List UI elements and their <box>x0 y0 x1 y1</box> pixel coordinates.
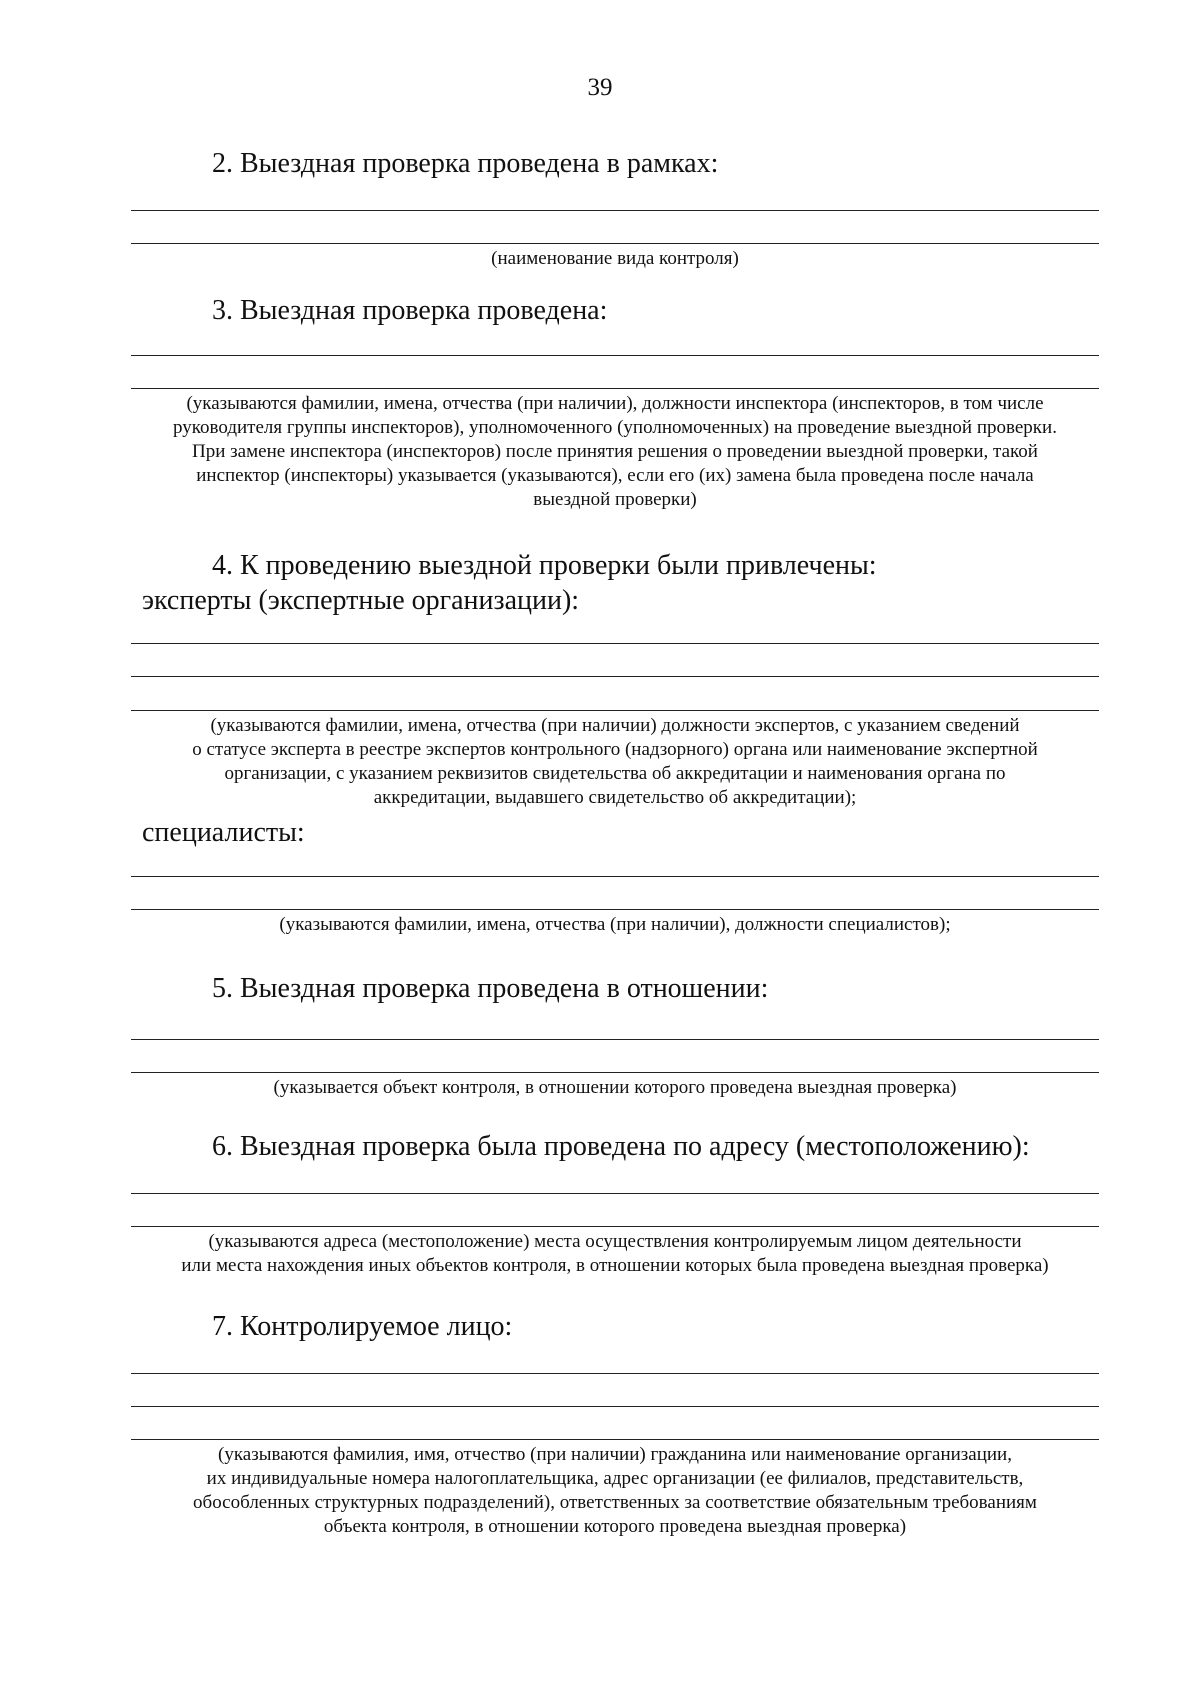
fill-line <box>131 643 1099 644</box>
section-2-heading: 2. Выездная проверка проведена в рамках: <box>212 148 719 179</box>
fill-line <box>131 1439 1099 1440</box>
section-3-heading: 3. Выездная проверка проведена: <box>212 295 608 326</box>
fill-line <box>131 1373 1099 1374</box>
section-5-note: (указывается объект контроля, в отношении которого проведена выездная проверка) <box>273 1077 957 1098</box>
section-7-heading: 7. Контролируемое лицо: <box>212 1311 513 1342</box>
note-line: (указываются адреса (местоположение) места осуществления контролируемым лицом деятельности <box>208 1231 1022 1252</box>
fill-line <box>131 676 1099 677</box>
experts-label: эксперты (экспертные организации): <box>142 585 580 616</box>
note-line: объекта контроля, в отношении которого проведена выездная проверка) <box>323 1516 907 1537</box>
section-5-heading: 5. Выездная проверка проведена в отношении: <box>212 973 769 1004</box>
note-line: их индивидуальные номера налогоплательщика, адрес организации (ее филиалов, представительств, <box>206 1468 1024 1489</box>
fill-line <box>131 1406 1099 1407</box>
note-line: (указываются фамилии, имена, отчества (при наличии) должности экспертов, с указанием сведений <box>210 715 1020 736</box>
note-line: или места нахождения иных объектов контроля, в отношении которых была проведена выездная проверка) <box>181 1255 1049 1276</box>
specialists-label: специалисты: <box>142 817 305 848</box>
page-number: 39 <box>587 74 613 101</box>
fill-line <box>131 710 1099 711</box>
note-line: При замене инспектора (инспекторов) после принятия решения о проведении выездной проверки, такой <box>192 441 1038 462</box>
section-2-note: (наименование вида контроля) <box>491 248 739 269</box>
section-6-note <box>131 1230 1099 1278</box>
section-7-note <box>131 1443 1099 1539</box>
fill-line <box>131 388 1099 389</box>
fill-line <box>131 1039 1099 1040</box>
note-line: организации, с указанием реквизитов свидетельства об аккредитации и наименования органа по <box>224 763 1006 784</box>
note-line: инспектор (инспекторы) указывается (указываются), если его (их) замена была проведена после начала <box>196 465 1034 486</box>
fill-line <box>131 1193 1099 1194</box>
note-line: о статусе эксперта в реестре экспертов контрольного (надзорного) органа или наименование экспертной <box>192 739 1038 760</box>
fill-line <box>131 210 1099 211</box>
specialists-note: (указываются фамилии, имена, отчества (при наличии), должности специалистов); <box>279 914 951 935</box>
experts-note <box>131 714 1099 810</box>
fill-line <box>131 876 1099 877</box>
note-line: аккредитации, выдавшего свидетельство об аккредитации); <box>373 787 857 808</box>
fill-line <box>131 909 1099 910</box>
fill-line <box>131 1226 1099 1227</box>
section-6-heading: 6. Выездная проверка была проведена по адресу (местоположению): <box>212 1131 1030 1162</box>
section-3-note <box>131 392 1099 512</box>
section-4-heading: 4. К проведению выездной проверки были привлечены: <box>212 550 877 581</box>
note-line: выездной проверки) <box>533 489 697 510</box>
fill-line <box>131 243 1099 244</box>
fill-line <box>131 1072 1099 1073</box>
note-line: обособленных структурных подразделений), ответственных за соответствие обязательным требованиям <box>193 1492 1037 1513</box>
note-line: руководителя группы инспекторов), уполномоченного (уполномоченных) на проведение выездной проверки. <box>173 417 1057 438</box>
note-line: (указываются фамилия, имя, отчество (при наличии) гражданина или наименование организации, <box>218 1444 1012 1465</box>
fill-line <box>131 355 1099 356</box>
note-line: (указываются фамилии, имена, отчества (при наличии), должности инспектора (инспекторов, в том числе <box>186 393 1044 414</box>
